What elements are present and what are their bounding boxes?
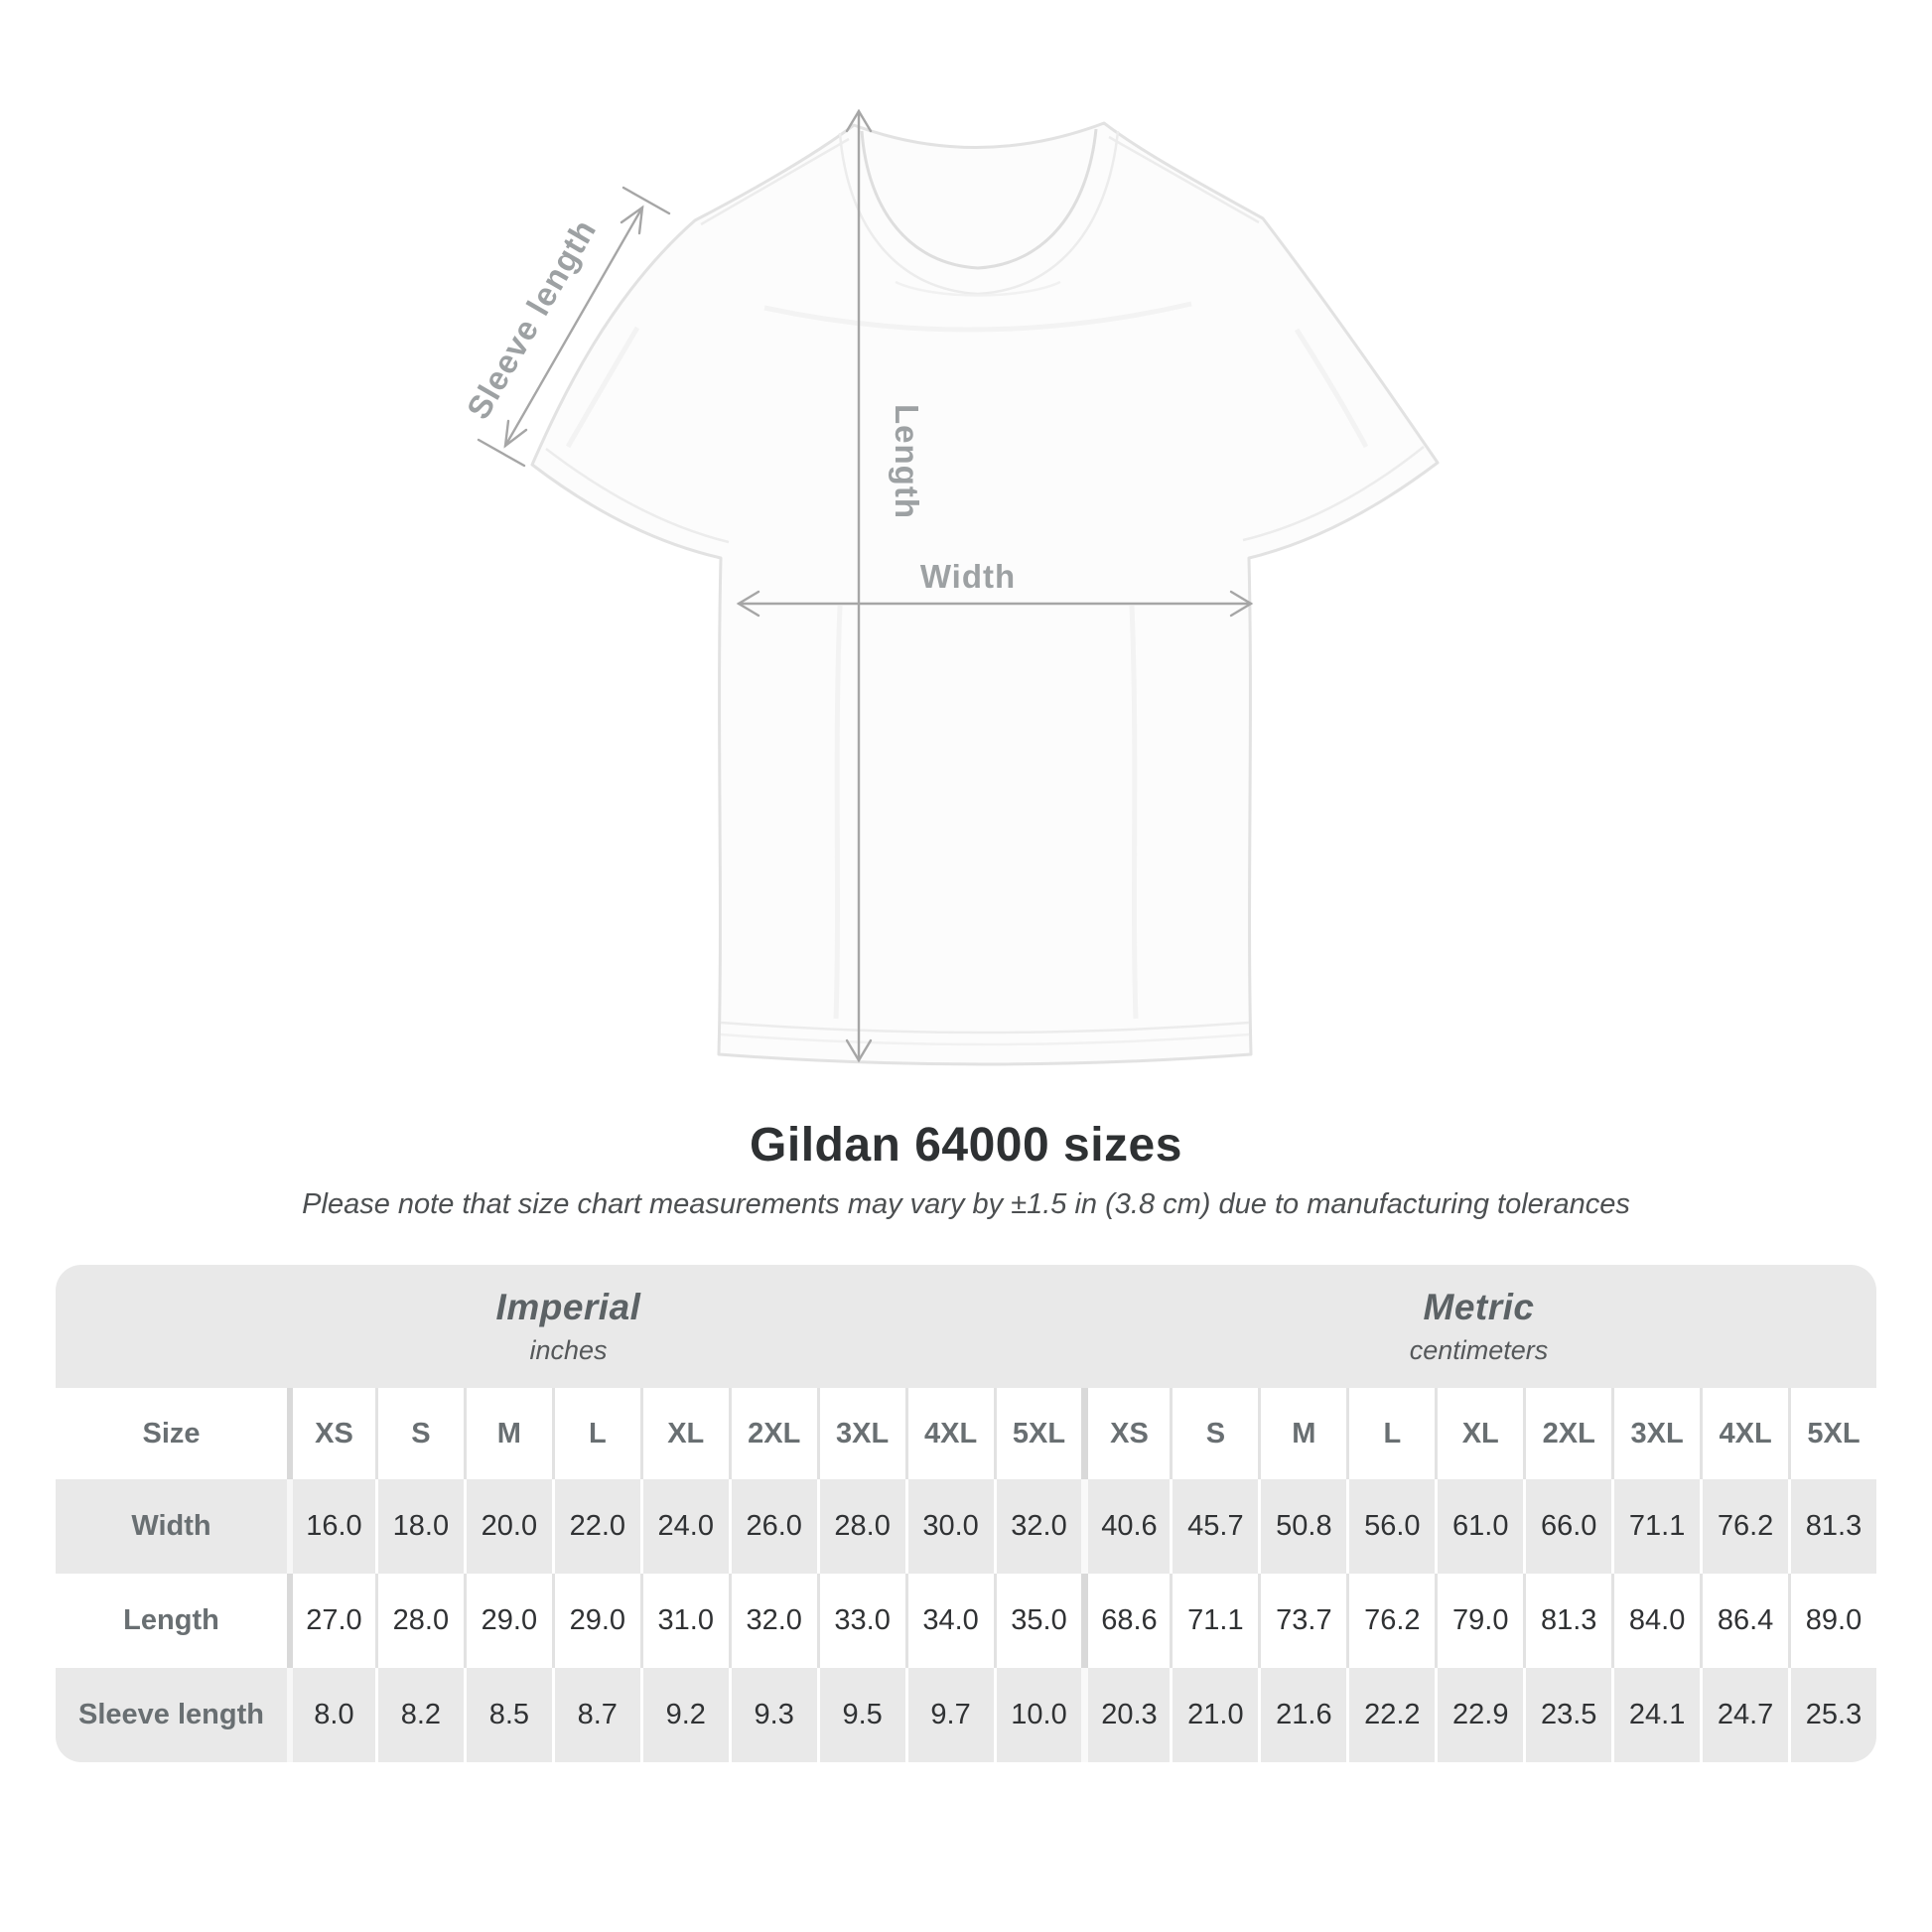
size-header-in-4XL: 4XL — [905, 1388, 994, 1479]
size-header-in-XS: XS — [287, 1388, 375, 1479]
value-cell: 81.3 — [1788, 1479, 1876, 1574]
size-header-cm-2XL: 2XL — [1523, 1388, 1611, 1479]
value-cell: 8.5 — [464, 1668, 552, 1762]
value-cell: 31.0 — [640, 1574, 729, 1668]
value-cell: 8.2 — [375, 1668, 464, 1762]
value-cell: 71.1 — [1170, 1574, 1258, 1668]
size-header-in-XL: XL — [640, 1388, 729, 1479]
value-cell: 84.0 — [1611, 1574, 1700, 1668]
value-cell: 9.2 — [640, 1668, 729, 1762]
value-cell: 24.1 — [1611, 1668, 1700, 1762]
metric-label: Metric — [1423, 1287, 1535, 1327]
value-cell: 68.6 — [1081, 1574, 1170, 1668]
value-cell: 8.7 — [552, 1668, 640, 1762]
size-header-in-5XL: 5XL — [994, 1388, 1082, 1479]
value-cell: 50.8 — [1258, 1479, 1346, 1574]
value-cell: 26.0 — [729, 1479, 817, 1574]
size-header-cm-S: S — [1170, 1388, 1258, 1479]
value-cell: 32.0 — [729, 1574, 817, 1668]
metric-unit-label: centimeters — [1409, 1335, 1549, 1365]
value-cell: 79.0 — [1435, 1574, 1523, 1668]
value-cell: 81.3 — [1523, 1574, 1611, 1668]
value-cell: 8.0 — [287, 1668, 375, 1762]
size-grid — [56, 1388, 1876, 1762]
size-header-cm-3XL: 3XL — [1611, 1388, 1700, 1479]
value-cell: 24.7 — [1700, 1668, 1788, 1762]
value-cell: 32.0 — [994, 1479, 1082, 1574]
value-cell: 35.0 — [994, 1574, 1082, 1668]
value-cell: 29.0 — [552, 1574, 640, 1668]
value-cell: 86.4 — [1700, 1574, 1788, 1668]
length-arrow-label: Length — [889, 404, 925, 519]
size-header-in-L: L — [552, 1388, 640, 1479]
value-cell: 66.0 — [1523, 1479, 1611, 1574]
value-cell: 9.3 — [729, 1668, 817, 1762]
size-header-in-S: S — [375, 1388, 464, 1479]
value-cell: 22.0 — [552, 1479, 640, 1574]
value-cell: 16.0 — [287, 1479, 375, 1574]
value-cell: 29.0 — [464, 1574, 552, 1668]
row-label-length: Length — [56, 1574, 287, 1668]
unit-group-imperial — [56, 1265, 1081, 1388]
unit-group-metric — [1081, 1265, 1876, 1388]
value-cell: 9.5 — [817, 1668, 905, 1762]
value-cell: 76.2 — [1700, 1479, 1788, 1574]
value-cell: 25.3 — [1788, 1668, 1876, 1762]
value-cell: 18.0 — [375, 1479, 464, 1574]
width-arrow-label: Width — [919, 558, 1017, 595]
value-cell: 76.2 — [1346, 1574, 1435, 1668]
value-cell: 56.0 — [1346, 1479, 1435, 1574]
size-table — [56, 1265, 1876, 1762]
value-cell: 10.0 — [994, 1668, 1082, 1762]
size-header-cm-XS: XS — [1081, 1388, 1170, 1479]
row-label-sleeve-length: Sleeve length — [56, 1668, 287, 1762]
tolerance-note: Please note that size chart measurements may vary by ±1.5 in (3.8 cm) due to manufacturing tolerances — [302, 1188, 1630, 1220]
size-corner-label: Size — [56, 1388, 287, 1479]
page-title: Gildan 64000 sizes — [750, 1119, 1182, 1172]
value-cell: 40.6 — [1081, 1479, 1170, 1574]
unit-group-header-row — [56, 1265, 1876, 1388]
size-header-cm-4XL: 4XL — [1700, 1388, 1788, 1479]
value-cell: 30.0 — [905, 1479, 994, 1574]
size-header-cm-M: M — [1258, 1388, 1346, 1479]
size-header-cm-XL: XL — [1435, 1388, 1523, 1479]
value-cell: 9.7 — [905, 1668, 994, 1762]
size-header-cm-5XL: 5XL — [1788, 1388, 1876, 1479]
sleeve-length-arrow-label: Sleeve length — [459, 212, 604, 426]
value-cell: 22.9 — [1435, 1668, 1523, 1762]
value-cell: 33.0 — [817, 1574, 905, 1668]
value-cell: 61.0 — [1435, 1479, 1523, 1574]
value-cell: 21.0 — [1170, 1668, 1258, 1762]
value-cell: 71.1 — [1611, 1479, 1700, 1574]
size-header-cm-L: L — [1346, 1388, 1435, 1479]
size-header-in-2XL: 2XL — [729, 1388, 817, 1479]
value-cell: 28.0 — [817, 1479, 905, 1574]
value-cell: 20.3 — [1081, 1668, 1170, 1762]
imperial-label: Imperial — [495, 1287, 641, 1327]
value-cell: 45.7 — [1170, 1479, 1258, 1574]
value-cell: 23.5 — [1523, 1668, 1611, 1762]
value-cell: 28.0 — [375, 1574, 464, 1668]
size-header-in-M: M — [464, 1388, 552, 1479]
value-cell: 89.0 — [1788, 1574, 1876, 1668]
body-fold-right — [1132, 606, 1136, 1019]
body-fold-left — [836, 606, 840, 1019]
value-cell: 24.0 — [640, 1479, 729, 1574]
value-cell: 20.0 — [464, 1479, 552, 1574]
value-cell: 73.7 — [1258, 1574, 1346, 1668]
value-cell: 34.0 — [905, 1574, 994, 1668]
size-header-in-3XL: 3XL — [817, 1388, 905, 1479]
value-cell: 21.6 — [1258, 1668, 1346, 1762]
row-label-width: Width — [56, 1479, 287, 1574]
value-cell: 22.2 — [1346, 1668, 1435, 1762]
imperial-unit-label: inches — [529, 1335, 608, 1365]
value-cell: 27.0 — [287, 1574, 375, 1668]
